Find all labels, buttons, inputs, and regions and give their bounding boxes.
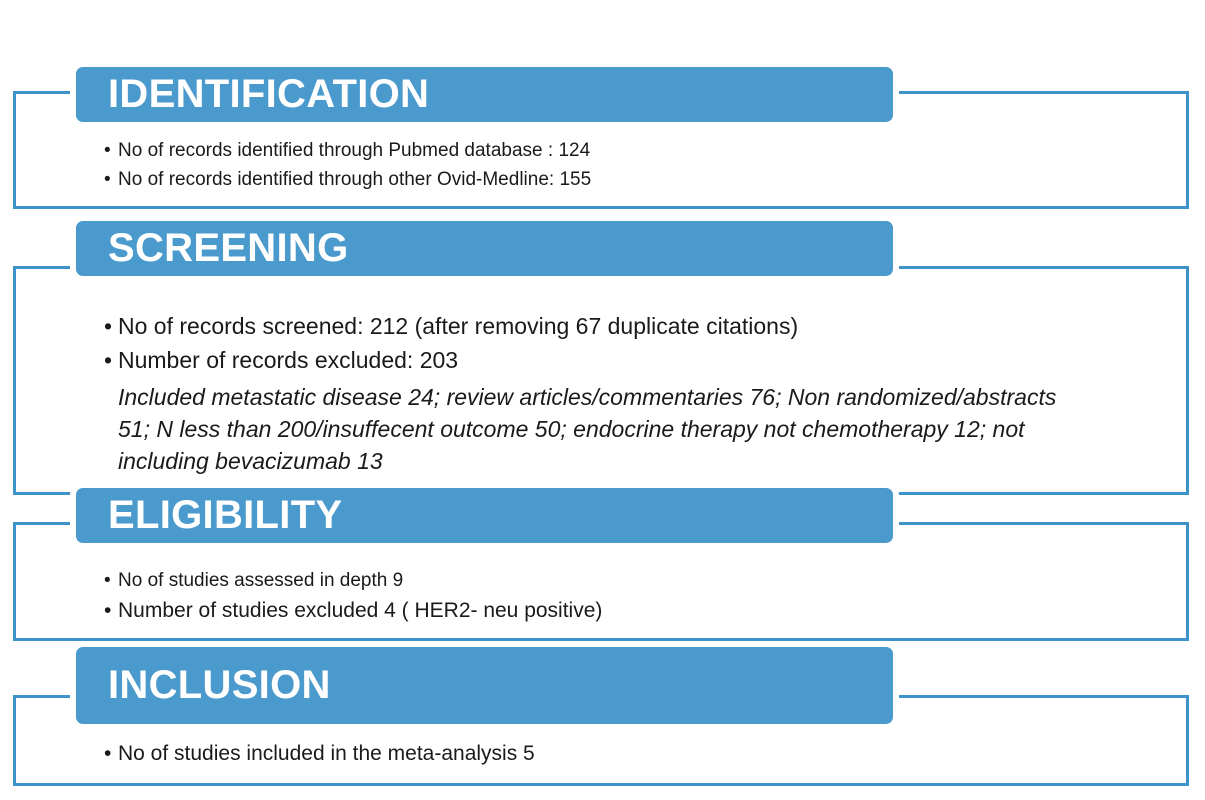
screening-exclusion-details: Included metastatic disease 24; review articles/commentaries 76; Non randomized/abstracts 51; N less than 200/insuffecent outcome 50; endocrine therapy not chemotherapy 12; not including bevacizumab 13	[118, 384, 1057, 474]
list-item: • Number of records excluded: 203	[104, 347, 459, 373]
list-item: • No of records screened: 212 (after removing 67 duplicate citations)	[104, 313, 799, 339]
eligibility-title: ELIGIBILITY	[108, 493, 343, 537]
identification-list	[104, 136, 591, 194]
screening-header	[76, 221, 893, 276]
eligibility-header	[76, 488, 893, 543]
list-item: • No of studies assessed in depth 9	[104, 570, 404, 591]
screening-title: SCREENING	[108, 226, 349, 270]
screening-list	[104, 309, 798, 377]
list-item: • Number of studies excluded 4 ( HER2- neu positive)	[104, 599, 603, 622]
identification-header	[76, 67, 893, 122]
inclusion-list	[104, 738, 535, 770]
eligibility-list	[104, 567, 602, 627]
list-item: • No of studies included in the meta-analysis 5	[104, 742, 535, 765]
list-item: • No of records identified through Pubmed database : 124	[104, 140, 591, 161]
list-item: • No of records identified through other Ovid-Medline: 155	[104, 169, 592, 190]
identification-title: IDENTIFICATION	[108, 72, 430, 116]
inclusion-header	[76, 647, 893, 724]
inclusion-title: INCLUSION	[108, 663, 331, 707]
